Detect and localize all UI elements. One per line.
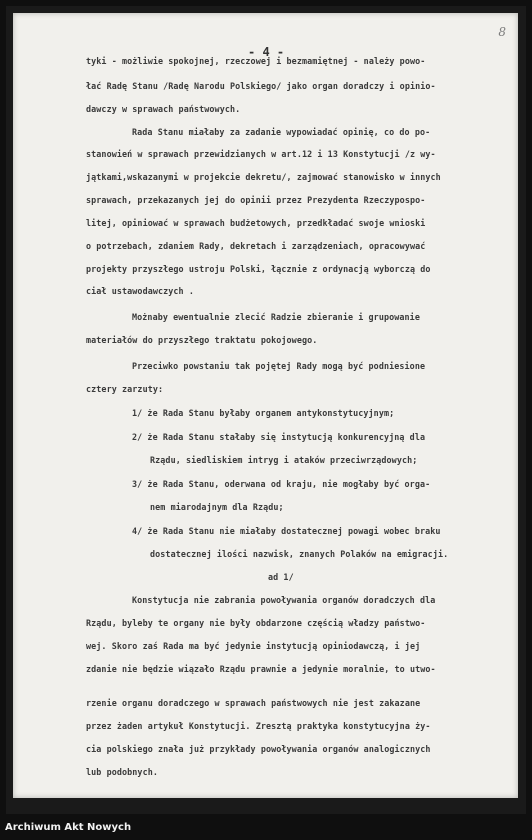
- text-line: dostatecznej ilości nazwisk, znanych Polaków na emigracji.: [150, 549, 449, 559]
- text-line: lub podobnych.: [86, 767, 158, 777]
- text-line: nem miarodajnym dla Rządu;: [150, 502, 284, 512]
- archive-footer: [0, 814, 532, 840]
- list-item: 2/ że Rada Stanu stałaby się instytucją konkurencyjną dla: [132, 432, 426, 442]
- text-line: dawczy w sprawach państwowych.: [86, 104, 241, 114]
- text-line: łać Radę Stanu /Radę Narodu Polskiego/ jako organ doradczy i opinio-: [86, 81, 436, 91]
- text-line: Rządu, siedliskiem intryg i ataków przeciwrządowych;: [150, 455, 418, 465]
- text-line: wej. Skoro zaś Rada ma być jedynie instytucją opiniodawczą, i jej: [86, 641, 421, 651]
- text-line: Przeciwko powstaniu tak pojętej Rady mogą być podniesione: [132, 361, 426, 371]
- text-line: litej, opiniować w sprawach budżetowych, przedkładać swoje wnioski: [86, 218, 426, 228]
- text-line: Konstytucja nie zabrania powoływania organów doradczych dla: [132, 595, 436, 605]
- text-line: zdanie nie będzie wiązało Rządu prawnie a jedynie moralnie, to utwo-: [86, 664, 436, 674]
- text-line: jątkami,wskazanymi w projekcie dekretu/, zajmować stanowisko w innych: [86, 172, 441, 182]
- archive-name: Archiwum Akt Nowych: [5, 822, 132, 833]
- text-line: cia polskiego znała już przykłady powoływania organów analogicznych: [86, 744, 431, 754]
- text-line: sprawach, przekazanych jej do opinii przez Prezydenta Rzeczypospo-: [86, 195, 426, 205]
- page-number: - 4 -: [248, 45, 285, 59]
- text-line: rzenie organu doradczego w sprawach państwowych nie jest zakazane: [86, 698, 421, 708]
- document-body: [13, 13, 518, 798]
- text-line: Rządu, byleby te organy nie były obdarzone częścią władzy państwo-: [86, 618, 426, 628]
- text-line: Możnaby ewentualnie zlecić Radzie zbieranie i grupowanie: [132, 312, 420, 322]
- text-line: przez żaden artykuł Konstytucji. Zresztą praktyka konstytucyjna ży-: [86, 721, 431, 731]
- text-line: o potrzebach, zdaniem Rady, dekretach i zarządzeniach, opracowywać: [86, 241, 426, 251]
- list-item: 4/ że Rada Stanu nie miałaby dostatecznej powagi wobec braku: [132, 526, 441, 536]
- archive-page-number: 8: [498, 25, 506, 39]
- text-line: projekty przyszłego ustroju Polski, łącznie z ordynacją wyborczą do: [86, 264, 431, 274]
- section-heading: ad 1/: [268, 572, 294, 582]
- list-item: 3/ że Rada Stanu, oderwana od kraju, nie mogłaby być orga-: [132, 479, 431, 489]
- document-page: [13, 13, 518, 798]
- text-line: ciał ustawodawczych .: [86, 286, 194, 296]
- text-line: tyki - możliwie spokojnej, rzeczowej i bezmamiętnej - należy powo-: [86, 56, 426, 66]
- text-line: cztery zarzuty:: [86, 384, 164, 394]
- text-line: stanowień w sprawach przewidzianych w art.12 i 13 Konstytucji /z wy-: [86, 149, 436, 159]
- text-line: materiałów do przyszłego traktatu pokojowego.: [86, 335, 318, 345]
- text-line: Rada Stanu miałaby za zadanie wypowiadać opinię, co do po-: [132, 127, 431, 137]
- list-item: 1/ że Rada Stanu byłaby organem antykonstytucyjnym;: [132, 408, 395, 418]
